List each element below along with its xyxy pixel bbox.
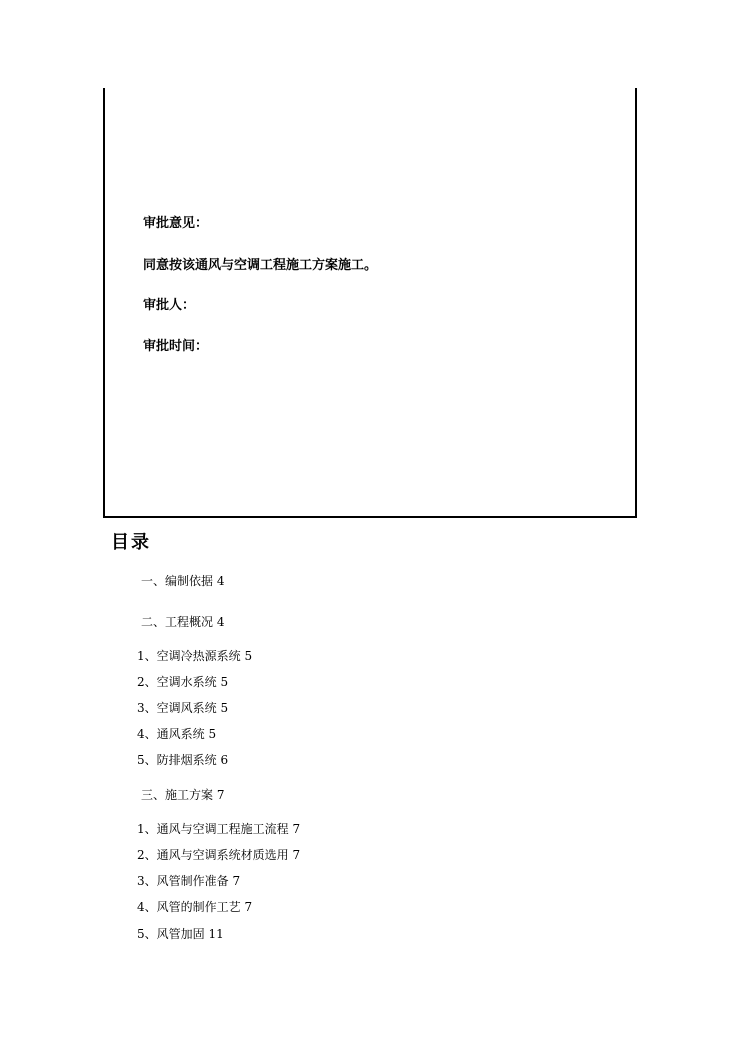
toc-item[interactable]: 3、风管制作准备 7 xyxy=(137,874,241,888)
toc-item[interactable]: 5、风管加固 11 xyxy=(137,927,224,941)
approval-time-label: 审批时间： xyxy=(143,339,209,354)
toc-item[interactable]: 一、编制依据 4 xyxy=(141,574,225,588)
toc-item[interactable]: 4、风管的制作工艺 7 xyxy=(137,900,253,914)
toc-item[interactable]: 3、空调风系统 5 xyxy=(137,701,229,715)
approval-opinion-label: 审批意见： xyxy=(143,216,209,231)
toc-item[interactable]: 1、空调冷热源系统 5 xyxy=(137,649,253,663)
toc-item[interactable]: 三、施工方案 7 xyxy=(141,788,225,802)
toc-item[interactable]: 2、空调水系统 5 xyxy=(137,675,229,689)
toc-item[interactable]: 二、工程概况 4 xyxy=(141,615,225,629)
toc-title: 目录 xyxy=(111,532,151,553)
toc-item[interactable]: 1、通风与空调工程施工流程 7 xyxy=(137,822,301,836)
approver-label: 审批人： xyxy=(143,298,196,313)
approval-box xyxy=(103,88,637,518)
toc-item[interactable]: 4、通风系统 5 xyxy=(137,727,217,741)
toc-item[interactable]: 5、防排烟系统 6 xyxy=(137,753,229,767)
approval-opinion-text: 同意按该通风与空调工程施工方案施工。 xyxy=(143,258,378,273)
toc-item[interactable]: 2、通风与空调系统材质选用 7 xyxy=(137,848,301,862)
